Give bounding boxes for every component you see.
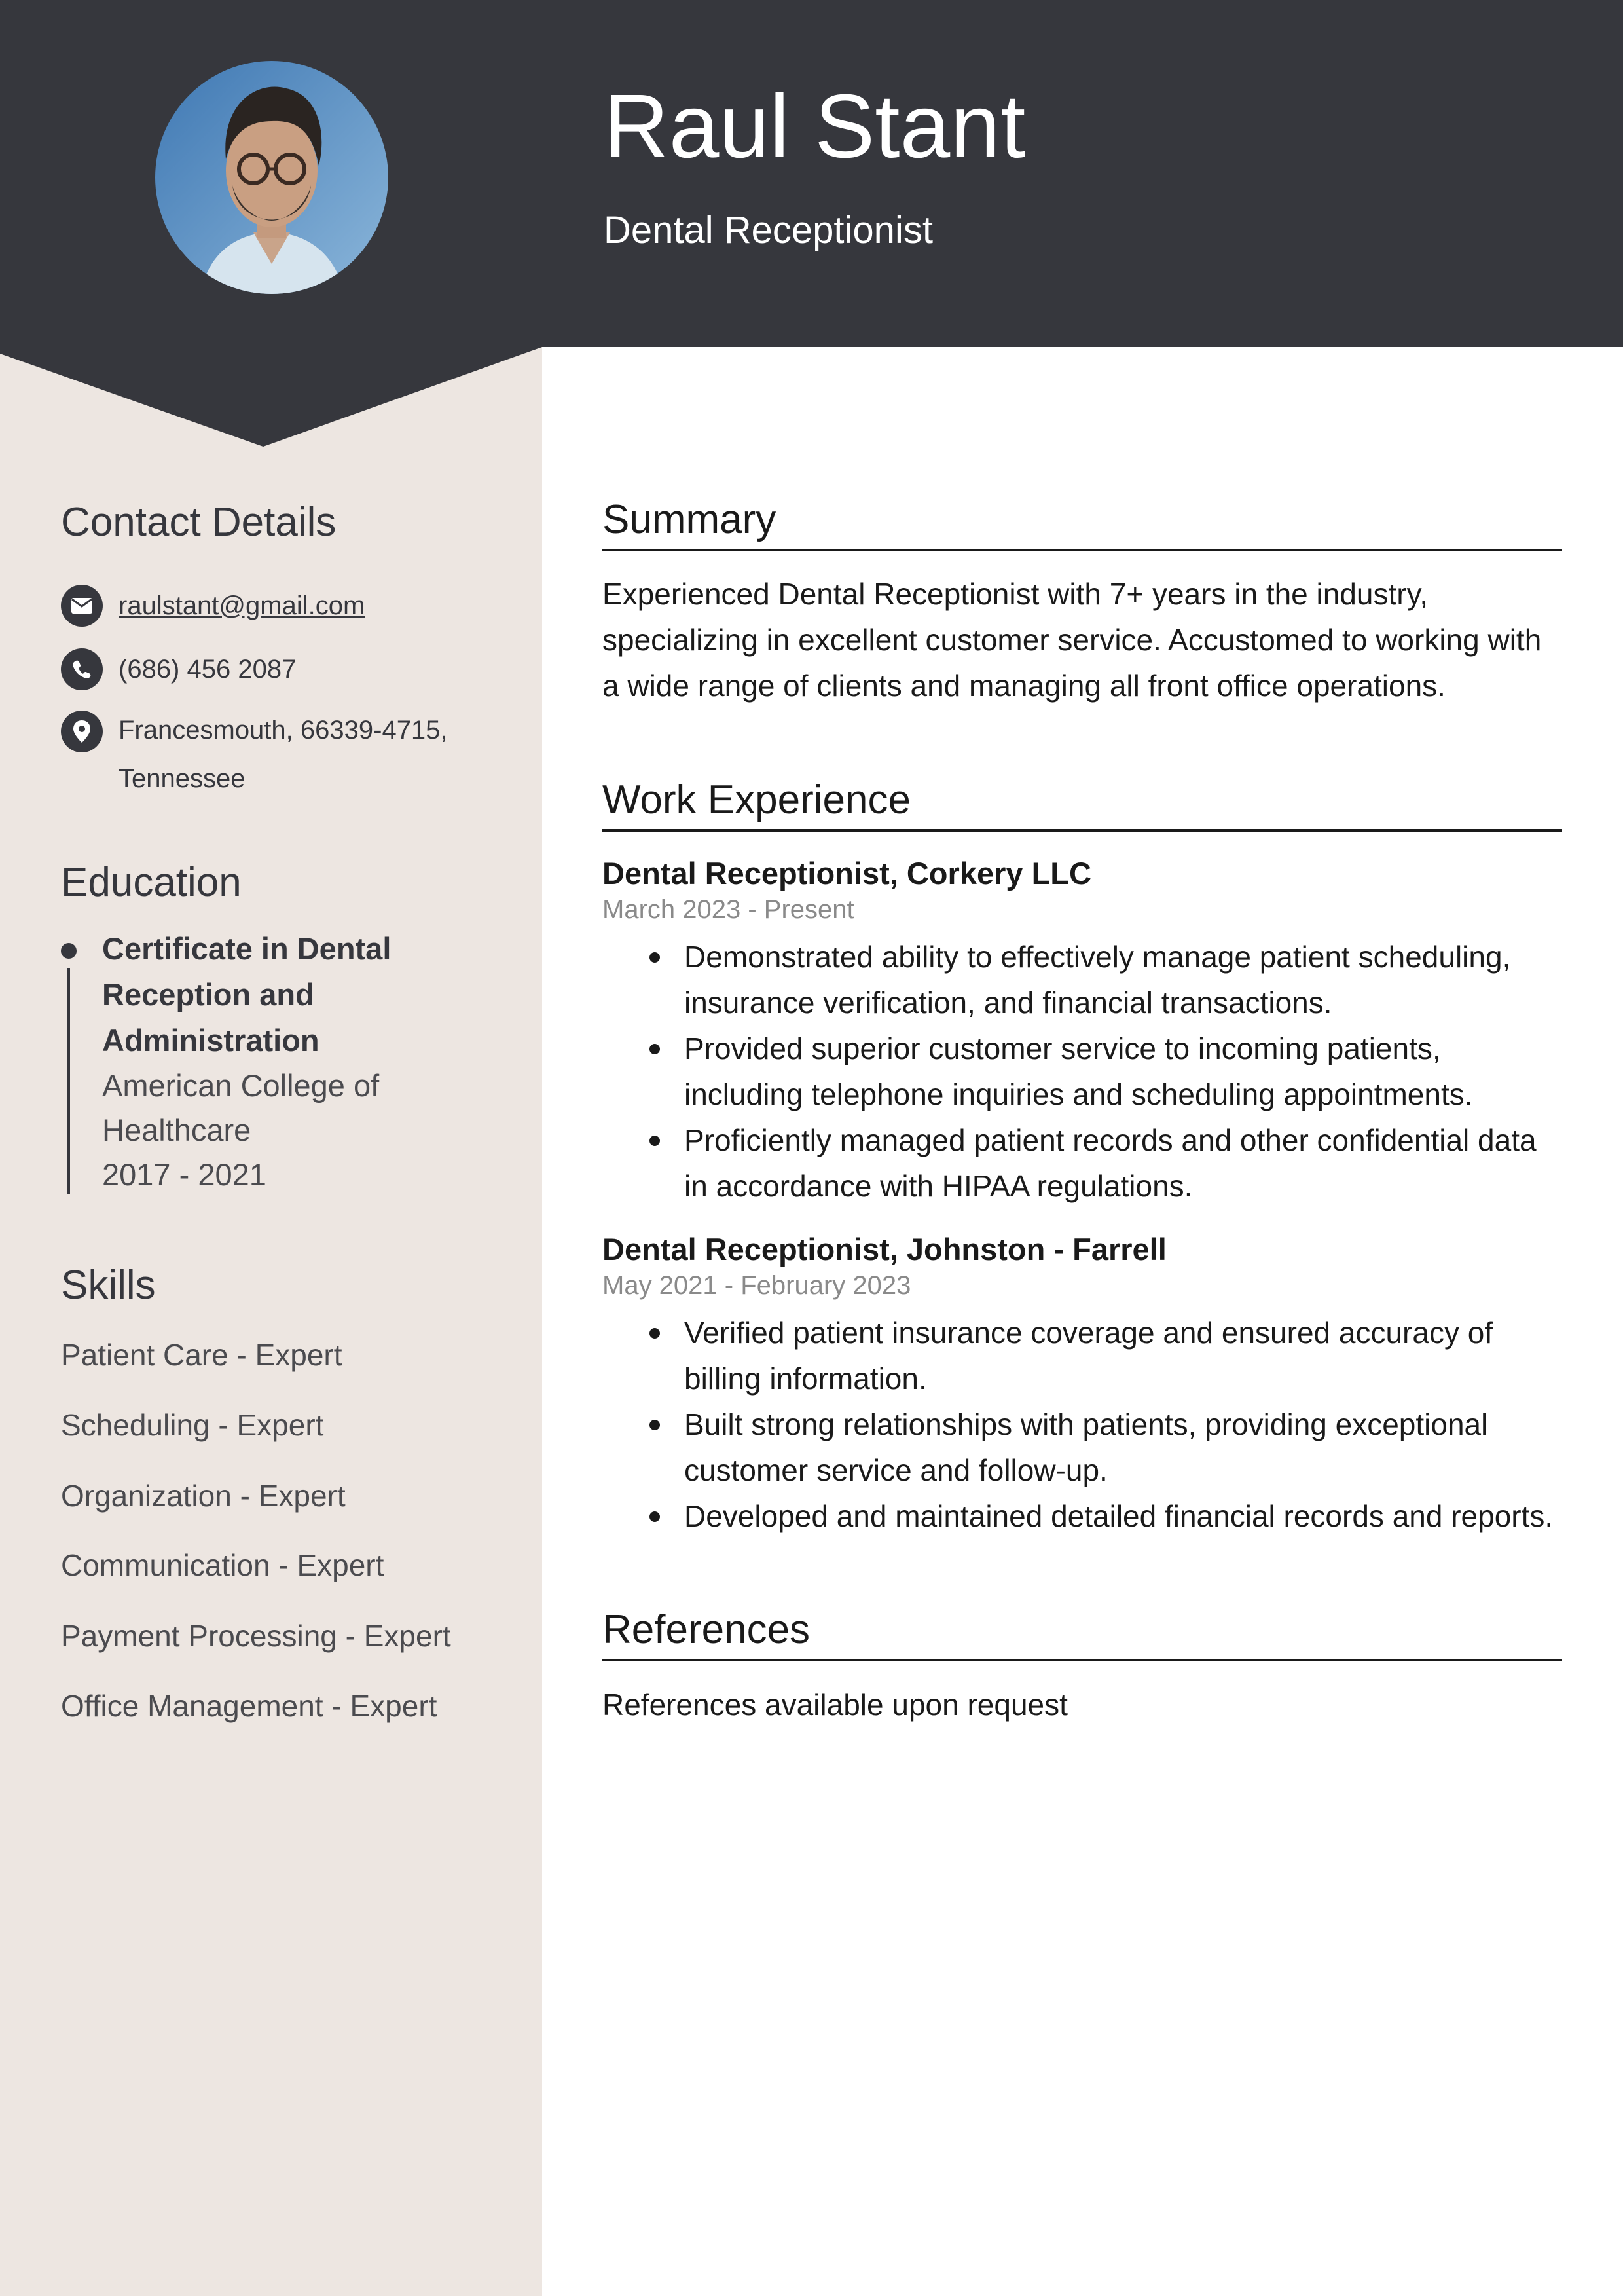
education-years: 2017 - 2021 xyxy=(102,1157,266,1192)
summary-line: Experienced Dental Receptionist with 7+ years in the industry, xyxy=(602,577,1428,611)
skills-heading: Skills xyxy=(61,1263,156,1308)
skill-item: Payment Processing - Expert xyxy=(61,1619,451,1653)
job-title: Dental Receptionist, Johnston - Farrell xyxy=(602,1232,1167,1267)
summary-heading: Summary xyxy=(602,497,776,542)
references-text: References available upon request xyxy=(602,1688,1068,1722)
section-divider xyxy=(602,829,1562,832)
phone-icon xyxy=(61,648,103,690)
skill-item: Scheduling - Expert xyxy=(61,1408,324,1442)
education-heading: Education xyxy=(61,860,242,905)
job-title: Dental Receptionist, Corkery LLC xyxy=(602,856,1091,891)
location-pin-icon xyxy=(61,711,103,752)
phone-number: (686) 456 2087 xyxy=(119,655,297,684)
person-photo-icon xyxy=(155,61,388,294)
section-divider xyxy=(602,549,1562,551)
job-dates: May 2021 - February 2023 xyxy=(602,1271,911,1300)
work-heading: Work Experience xyxy=(602,777,911,823)
contact-heading: Contact Details xyxy=(61,500,337,545)
degree-line: Certificate in Dental xyxy=(102,931,392,966)
address-line-2: Tennessee xyxy=(119,764,246,793)
job-bullets xyxy=(684,934,1568,1209)
candidate-name: Raul Stant xyxy=(604,76,1026,177)
avatar xyxy=(155,61,388,294)
envelope-icon xyxy=(61,585,103,627)
references-heading: References xyxy=(602,1607,811,1652)
school-line: Healthcare xyxy=(102,1113,251,1147)
skill-item: Organization - Expert xyxy=(61,1479,346,1513)
address-line-1: Francesmouth, 66339-4715, xyxy=(119,716,448,745)
education-entry xyxy=(102,926,508,1197)
degree-line: Administration xyxy=(102,1023,319,1058)
bullet-item: Proficiently managed patient records and other confidential data in accordance with HIPAA regulations. xyxy=(684,1117,1568,1209)
skill-item: Patient Care - Expert xyxy=(61,1338,342,1372)
timeline-dot xyxy=(61,943,77,959)
bullet-item: Provided superior customer service to incoming patients, including telephone inquiries and scheduling appointments. xyxy=(684,1026,1568,1117)
candidate-title: Dental Receptionist xyxy=(604,209,933,251)
summary-line: a wide range of clients and managing all front office operations. xyxy=(602,669,1446,703)
timeline-line xyxy=(67,968,70,1194)
bullet-item: Developed and maintained detailed financial records and reports. xyxy=(684,1493,1568,1539)
bullet-item: Verified patient insurance coverage and ensured accuracy of billing information. xyxy=(684,1310,1568,1401)
job-bullets xyxy=(684,1310,1568,1539)
bullet-item: Built strong relationships with patients, providing exceptional customer service and follow-up. xyxy=(684,1401,1568,1493)
bullet-item: Demonstrated ability to effectively manage patient scheduling, insurance verification, and financial transactions. xyxy=(684,934,1568,1026)
school-line: American College of xyxy=(102,1068,380,1103)
skill-item: Office Management - Expert xyxy=(61,1689,437,1723)
skill-item: Communication - Expert xyxy=(61,1548,384,1582)
header-chevron xyxy=(0,346,542,447)
job-dates: March 2023 - Present xyxy=(602,895,854,924)
degree-line: Reception and xyxy=(102,977,314,1012)
email-link[interactable]: raulstant@gmail.com xyxy=(119,591,365,620)
section-divider xyxy=(602,1659,1562,1661)
summary-line: specializing in excellent customer service. Accustomed to working with xyxy=(602,623,1542,657)
